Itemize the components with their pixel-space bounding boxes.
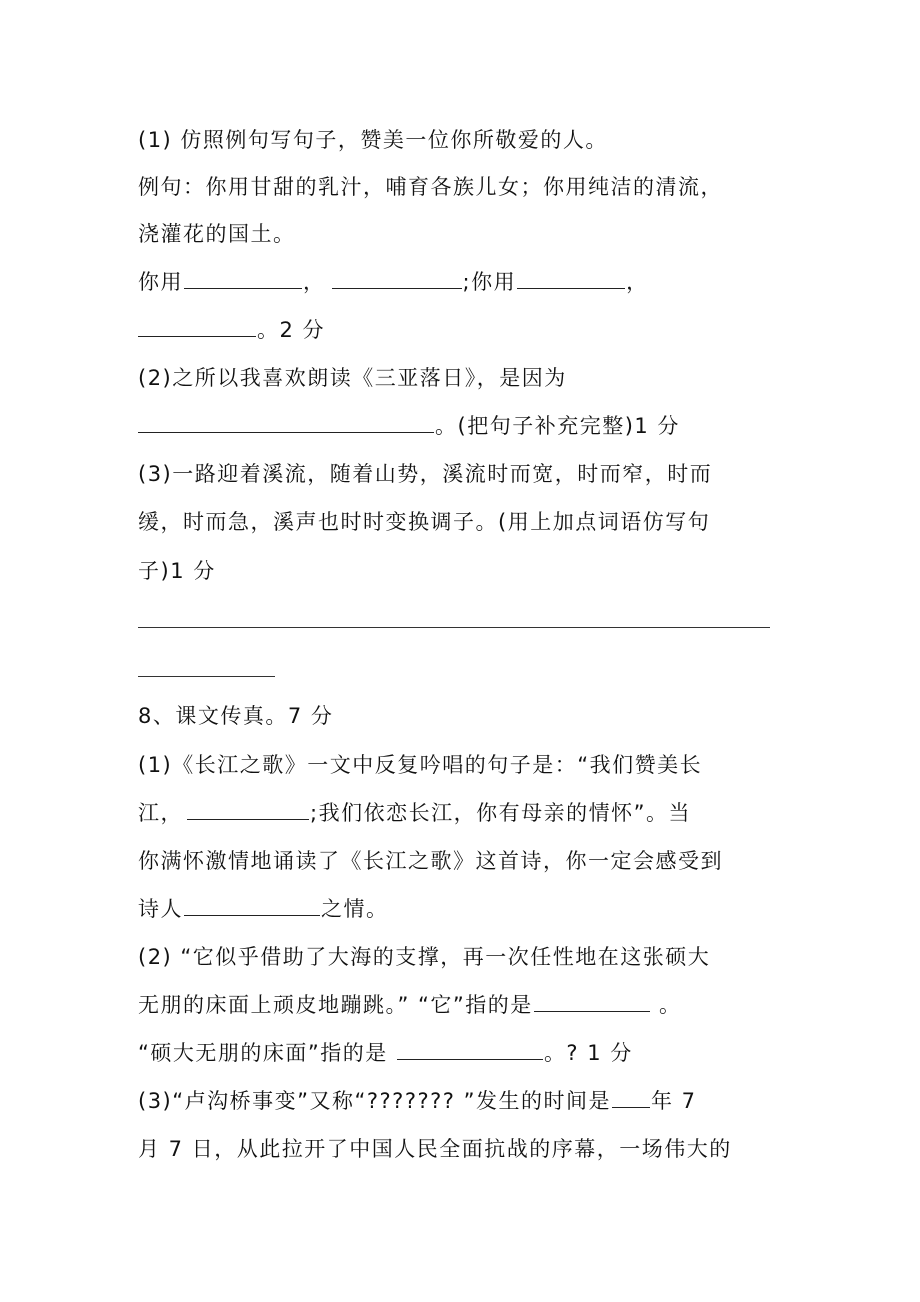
- q7-1-fill-line: [138, 268, 649, 296]
- q8-3-line1: [138, 1087, 697, 1115]
- q7-3-line1: (3)一路迎着溪流，随着山势，溪流时而宽，时而窄，时而: [138, 462, 713, 486]
- q8-3-line1-end: 年 7: [650, 1089, 697, 1113]
- q8-1-line4-start: 诗人: [138, 897, 183, 921]
- q8-1-line2-start: 江，: [138, 801, 183, 825]
- fill-end-score: 。2 分: [257, 318, 326, 342]
- q8-1-line2-end: ;我们依恋长江，你有母亲的情怀”。当: [310, 801, 691, 825]
- answer-rule-long[interactable]: [138, 627, 770, 628]
- q8-1-line2: [138, 799, 691, 827]
- q8-heading: 8、课文传真。7 分: [138, 704, 334, 728]
- answer-blank-7[interactable]: [184, 895, 320, 916]
- q7-3-line2: 缓，时而急，溪声也时时变换调子。(用上加点词语仿写句: [138, 510, 711, 534]
- q7-1-example-line2: 浇灌花的国土。: [138, 222, 296, 246]
- fill-label-a: 你用: [138, 270, 183, 294]
- q8-2-line3-end: 。? 1 分: [543, 1041, 633, 1065]
- q8-2-line3-start: “硕大无朋的床面”指的是: [138, 1041, 396, 1065]
- answer-blank-4[interactable]: [138, 316, 256, 337]
- answer-blank-9[interactable]: [397, 1039, 543, 1060]
- fill-comma-b: ，: [303, 270, 326, 294]
- q7-1-prompt: (1) 仿照例句写句子，赞美一位你所敬爱的人。: [138, 128, 608, 152]
- answer-blank-2[interactable]: [332, 268, 462, 289]
- answer-blank-5[interactable]: [138, 412, 434, 433]
- q8-2-line1: (2) “它似乎借助了大海的支撑，再一次任性地在这张硕大: [138, 945, 711, 969]
- answer-blank-8[interactable]: [534, 991, 650, 1012]
- q7-3-line3: 子)1 分: [138, 559, 216, 583]
- q7-2-answer-line: [138, 412, 680, 440]
- q8-1-line4: [138, 895, 389, 923]
- q8-3-line1-start: (3)“卢沟桥事变”又称“??????? ”发生的时间是: [138, 1089, 611, 1113]
- answer-blank-6[interactable]: [187, 799, 309, 820]
- q8-1-line1: (1)《长江之歌》一文中反复吟唱的句子是：“我们赞美长: [138, 753, 703, 777]
- q8-1-line4-end: 之情。: [321, 897, 389, 921]
- q7-1-example-line1: 例句：你用甘甜的乳汁，哺育各族儿女；你用纯洁的清流，: [138, 175, 723, 199]
- answer-blank-1[interactable]: [184, 268, 302, 289]
- q7-2-end: 。(把句子补充完整)1 分: [435, 414, 680, 438]
- answer-blank-3[interactable]: [517, 268, 625, 289]
- q8-1-line3: 你满怀激情地诵读了《长江之歌》这首诗，你一定会感受到: [138, 849, 723, 873]
- q7-1-fill-end-line: [138, 316, 325, 344]
- answer-rule-short[interactable]: [138, 676, 275, 677]
- fill-comma-d: ，: [626, 270, 649, 294]
- q8-3-line2: 月 7 日，从此拉开了中国人民全面抗战的序幕，一场伟大的: [138, 1137, 732, 1161]
- answer-blank-10[interactable]: [612, 1087, 650, 1108]
- q8-2-line3: [138, 1039, 633, 1067]
- q8-2-line2-end: 。: [650, 993, 682, 1017]
- q8-2-line2-start: 无朋的床面上顽皮地蹦跳。” “它”指的是: [138, 993, 533, 1017]
- fill-label-c: ;你用: [462, 270, 517, 294]
- q8-2-line2: [138, 991, 682, 1019]
- q7-2-prompt: (2)之所以我喜欢朗读《三亚落日》，是因为: [138, 366, 567, 390]
